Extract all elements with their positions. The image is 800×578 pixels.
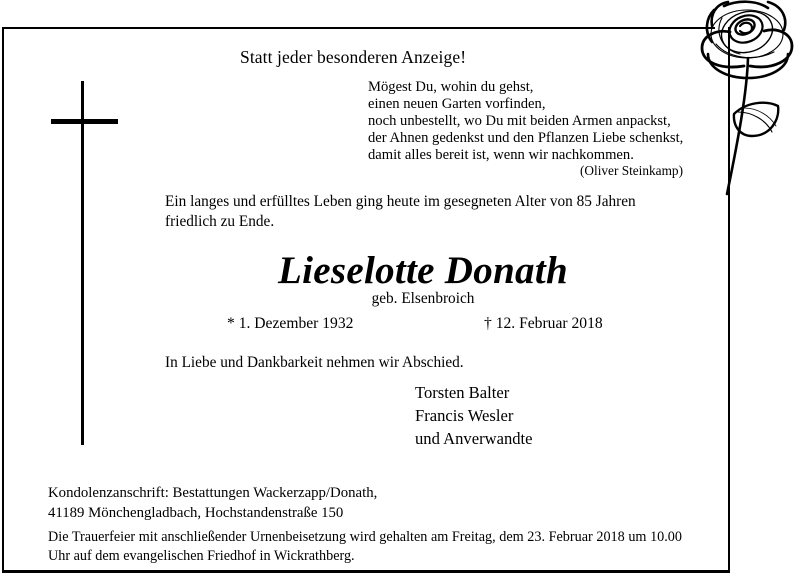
death-date: † 12. Februar 2018	[484, 315, 603, 332]
mourner-name: Francis Wesler	[415, 406, 514, 426]
headline: Statt jeder besonderen Anzeige!	[240, 47, 467, 67]
life-dates	[0, 315, 800, 337]
poem-author: (Oliver Steinkamp)	[579, 163, 683, 178]
birth-date: * 1. Dezember 1932	[227, 315, 354, 332]
poem-line: damit alles bereit ist, wenn wir nachkommen.	[368, 147, 634, 164]
frame-border-top	[2, 27, 715, 29]
poem-block	[368, 79, 683, 164]
mourners-list	[415, 381, 533, 451]
mourner-name: Torsten Balter	[415, 383, 510, 402]
poem-line: noch unbestellt, wo Du mit beiden Armen anpackst,	[368, 113, 671, 130]
condolence-line: 41189 Mönchengladbach, Hochstandenstraße 150	[48, 504, 344, 521]
poem-line: einen neuen Garten vorfinden,	[368, 96, 546, 113]
poem-line: der Ahnen gedenkst und den Pflanzen Liebe schenkst,	[368, 130, 684, 147]
intro-line: Ein langes und erfülltes Leben ging heute im gesegneten Alter von 85 Jahren	[165, 193, 636, 210]
maiden-name: geb. Elsenbroich	[371, 290, 475, 307]
condolence-address	[48, 484, 377, 523]
poem-line: Mögest Du, wohin du gehst,	[368, 79, 534, 95]
condolence-line: Kondolenzanschrift: Bestattungen Wackerzapp/Donath,	[48, 485, 378, 501]
intro-text	[165, 192, 685, 232]
ceremony-text: Die Trauerfeier mit anschließender Urnenbeisetzung wird gehalten am Freitag, dem 23. Februar 2018 um 10.00 Uhr auf dem evangelischen Friedhof in Wickrathberg.	[48, 529, 682, 565]
deceased-name: Lieselotte Donath	[277, 249, 568, 292]
cross-icon-crossbar	[51, 119, 118, 124]
mourner-relatives: und Anverwandte	[415, 429, 533, 449]
ceremony-details	[48, 528, 682, 567]
rose-icon	[694, 0, 800, 196]
frame-border-bottom	[2, 570, 730, 573]
intro-line: friedlich zu Ende.	[165, 213, 275, 230]
farewell-text: In Liebe und Dankbarkeit nehmen wir Abschied.	[165, 354, 464, 371]
